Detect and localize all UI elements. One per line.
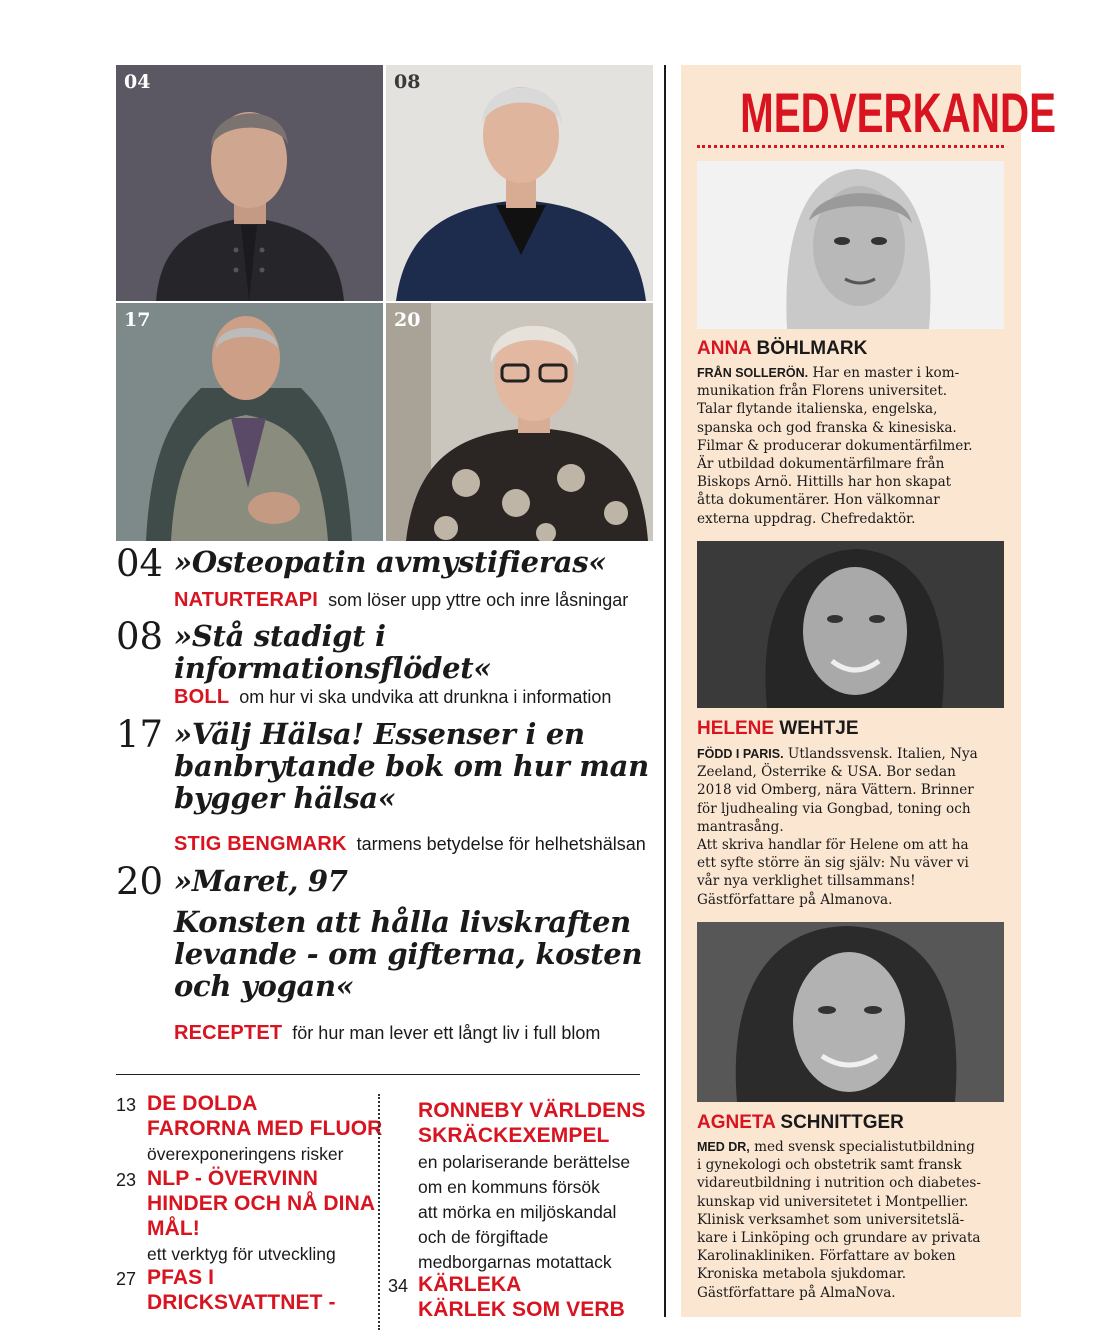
short-page-number: 13 — [116, 1095, 137, 1115]
entry-subtitle — [174, 1022, 600, 1045]
entry-title[interactable] — [174, 546, 606, 578]
photo-page-number: 20 — [394, 309, 421, 331]
short-title[interactable] — [147, 1091, 382, 1141]
chef-portrait-image — [116, 65, 383, 301]
contributor-last-name: WEHTJE — [779, 718, 859, 739]
woman-portrait-image — [697, 541, 1004, 708]
column-divider-dotted — [378, 1094, 380, 1330]
entry-title-continued[interactable] — [174, 906, 642, 1002]
short-title-line: NLP - ÖVERVINN — [147, 1167, 318, 1190]
woman-portrait-image — [697, 922, 1004, 1102]
bio-lead: FÖDD I PARIS. — [697, 747, 784, 761]
photo-page-number: 04 — [124, 71, 151, 93]
photo-page-number: 08 — [394, 71, 421, 93]
bio-line: för ljudhealing via Gongbad, toning och — [697, 800, 971, 817]
short-description: ett verktyg för utveckling — [147, 1244, 336, 1264]
heading-dotted-rule — [697, 145, 1004, 148]
short-description — [418, 1150, 630, 1275]
short-title-line: FARORNA MED FLUOR — [147, 1117, 383, 1140]
bio-line: Gästförfattare på Almanova. — [697, 891, 893, 908]
entry-tag: RECEPTET — [174, 1022, 283, 1044]
entry-page-number: 17 — [116, 713, 164, 756]
bio-line: vår nya verklighet tillsammans! — [697, 873, 916, 890]
short-title-line: KÄRLEK SOM VERB — [418, 1298, 625, 1321]
bio-line: i gynekologi och obstetrik samt fransk — [697, 1157, 962, 1174]
bio-line: ett syfte större än sig själv: Nu väver vi — [697, 855, 969, 872]
bio-line: Är utbildad dokumentärfilmare från — [697, 456, 945, 473]
entry-subtitle-text: tarmens betydelse för helhetshälsan — [356, 834, 646, 854]
bio-line: Karolinakliniken. Författare av boken — [697, 1248, 956, 1265]
bio-line: Talar flytande italienska, engelska, — [697, 401, 938, 418]
contributor-last-name: BÖHLMARK — [756, 338, 868, 359]
entry-title-line: levande - om gifterna, kosten — [174, 937, 643, 971]
short-page-number: 34 — [388, 1276, 409, 1296]
bio-line: Utlandssvensk. Italien, Nya — [787, 746, 978, 762]
bio-line: kunskap vid universitetet i Montpellier. — [697, 1193, 969, 1210]
bio-line: externa uppdrag. Chefredaktör. — [697, 510, 916, 527]
short-description: överexponeringens risker — [147, 1144, 344, 1164]
contributor-photo-anna — [697, 161, 1004, 329]
entry-subtitle-text: för hur man lever ett långt liv i full blom — [292, 1023, 601, 1043]
bio-line: vidareutbildning i nutrition och diabetes- — [697, 1175, 981, 1192]
contributors-heading: MEDVERKANDE — [740, 81, 1056, 144]
short-title[interactable] — [418, 1272, 625, 1322]
vertical-rule — [664, 65, 666, 1317]
entry-tag: STIG BENGMARK — [174, 833, 347, 855]
bio-line: 2018 vid Omberg, nära Vättern. Brinner — [697, 782, 974, 799]
bio-line: med svensk specialistutbildning — [754, 1139, 975, 1155]
photo-20 — [386, 303, 653, 541]
man-portrait-image — [386, 65, 653, 301]
entry-page-number: 04 — [116, 542, 164, 585]
contributor-name — [697, 1112, 904, 1134]
short-title-line: PFAS I — [147, 1266, 215, 1289]
short-title-line: DE DOLDA — [147, 1092, 258, 1115]
short-title-line: DRICKSVATTNET - — [147, 1291, 336, 1314]
entry-title-line: och yogan« — [174, 969, 354, 1003]
entry-title[interactable] — [174, 718, 649, 814]
short-title[interactable] — [147, 1166, 375, 1241]
entry-subtitle-text: som löser upp yttre och inre låsningar — [328, 590, 629, 610]
elderly-man-portrait-image — [116, 303, 383, 541]
short-description-line: medborgarnas motattack — [418, 1252, 612, 1272]
short-page-number: 23 — [116, 1170, 137, 1190]
bio-line: Att skriva handlar för Helene om att ha — [697, 837, 969, 854]
contributor-first-name: HELENE — [697, 718, 775, 739]
entry-page-number: 20 — [116, 860, 164, 903]
short-title-line: KÄRLEKA — [418, 1273, 522, 1296]
photo-04 — [116, 65, 383, 301]
contributor-bio — [697, 364, 1004, 528]
short-description-line: att mörka en miljöskandal — [418, 1202, 617, 1222]
short-title-line: MÅL! — [147, 1217, 200, 1240]
entry-tag: NATURTERAPI — [174, 589, 319, 611]
entry-subtitle-text: om hur vi ska undvika att drunkna i information — [239, 687, 612, 707]
entry-page-number: 08 — [116, 615, 164, 658]
bio-line: Gästförfattare på AlmaNova. — [697, 1284, 896, 1301]
entry-title-text: »Osteopatin avmystifieras« — [174, 545, 607, 579]
bio-line: Zeeland, Österrike & USA. Bor sedan — [697, 764, 956, 781]
entry-subtitle — [174, 833, 646, 856]
entry-title-line: informationsflödet« — [174, 651, 492, 685]
woman-portrait-image — [697, 161, 1004, 329]
bio-line: Klinisk verksamhet som universitetslä- — [697, 1211, 965, 1228]
short-description-line: en polariserande berättelse — [418, 1152, 631, 1172]
entry-subtitle — [174, 589, 628, 612]
short-page-number: 27 — [116, 1269, 137, 1289]
bio-line: åtta dokumentärer. Hon välkomnar — [697, 492, 940, 509]
entry-title[interactable] — [174, 620, 491, 684]
bio-line: Filmar & producerar dokumentärfilmer. — [697, 437, 973, 454]
photo-page-number: 17 — [124, 309, 151, 331]
contributor-photo-agneta — [697, 922, 1004, 1102]
entry-title-line: »Välj Hälsa! Essenser i en — [174, 717, 585, 751]
entry-tag: BOLL — [174, 686, 230, 708]
photo-17 — [116, 303, 383, 541]
entry-title-line: »Stå stadigt i — [174, 619, 386, 653]
contributor-first-name: ANNA — [697, 338, 752, 359]
entry-title-line: bygger hälsa« — [174, 781, 396, 815]
section-divider — [116, 1074, 640, 1075]
photo-08 — [386, 65, 653, 301]
entry-title[interactable] — [174, 865, 348, 897]
contributor-bio — [697, 745, 1004, 909]
bio-line: Biskops Arnö. Hittills har hon skapat — [697, 474, 952, 491]
elderly-woman-portrait-image — [386, 303, 653, 541]
bio-line: spanska och god franska & kinesiska. — [697, 419, 957, 436]
contributor-bio — [697, 1138, 1004, 1302]
short-title[interactable] — [147, 1265, 336, 1315]
bio-lead: MED DR, — [697, 1140, 750, 1154]
bio-line: mantrasång. — [697, 818, 784, 835]
entry-title-line: banbrytande bok om hur man — [174, 749, 649, 783]
short-description-line: och de förgiftade — [418, 1227, 549, 1247]
entry-title-line: Konsten att hålla livskraften — [174, 905, 631, 939]
bio-line: Har en master i kom- — [812, 365, 960, 381]
short-title-line: RONNEBY VÄRLDENS — [418, 1099, 646, 1122]
short-title-line: SKRÄCKEXEMPEL — [418, 1124, 610, 1147]
contributor-photo-helene — [697, 541, 1004, 708]
bio-line: Kroniska metabola sjukdomar. — [697, 1266, 907, 1283]
entry-title-line: »Maret, 97 — [174, 864, 348, 898]
contributor-first-name: AGNETA — [697, 1112, 776, 1133]
bio-lead: FRÅN SOLLERÖN. — [697, 366, 809, 380]
short-description-line: om en kommuns försök — [418, 1177, 600, 1197]
contributor-name — [697, 718, 859, 740]
bio-line: kare i Linköping och grundare av privata — [697, 1230, 981, 1247]
bio-line: munikation från Florens universitet. — [697, 383, 948, 400]
short-title[interactable] — [418, 1098, 646, 1148]
contributor-last-name: SCHNITTGER — [780, 1112, 904, 1133]
entry-subtitle — [174, 686, 611, 709]
contributor-name — [697, 338, 867, 360]
short-title-line: HINDER OCH NÅ DINA — [147, 1192, 376, 1215]
